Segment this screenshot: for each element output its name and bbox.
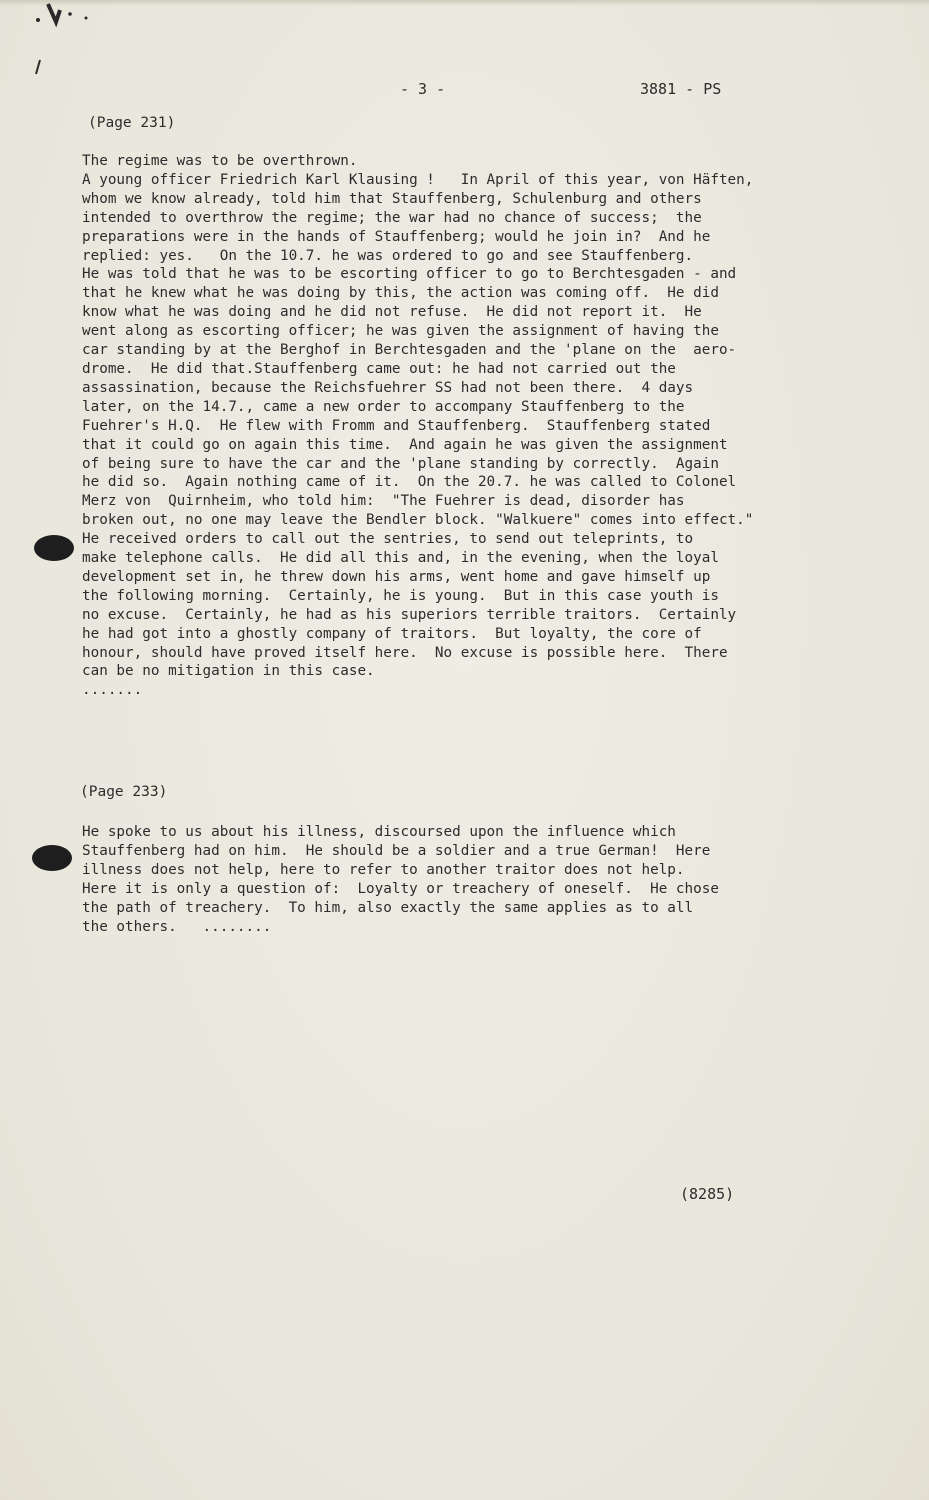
text-line: assassination, because the Reichsfuehrer SS had not been there. 4 days bbox=[82, 379, 694, 396]
page-reference-233: (Page 233) bbox=[80, 784, 168, 800]
text-line: A young officer Friedrich Karl Klausing ! In April of this year, von Häften, bbox=[82, 171, 754, 188]
corner-ink-mark bbox=[0, 0, 110, 90]
text-line: Fuehrer's H.Q. He flew with Fromm and Stauffenberg. Stauffenberg stated bbox=[82, 417, 711, 434]
text-line: the following morning. Certainly, he is young. But in this case youth is bbox=[82, 587, 719, 604]
frame-number: (8285) bbox=[680, 1185, 735, 1203]
text-line: later, on the 14.7., came a new order to accompany Stauffenberg to the bbox=[82, 398, 685, 415]
text-line: of being sure to have the car and the 'plane standing by correctly. Again bbox=[82, 455, 719, 472]
punch-hole-lower bbox=[32, 845, 72, 871]
page-top-edge bbox=[0, 0, 929, 6]
text-line: whom we know already, told him that Stauffenberg, Schulenburg and others bbox=[82, 190, 702, 207]
text-line: ....... bbox=[82, 682, 143, 699]
document-number: 3881 - PS bbox=[640, 80, 722, 98]
text-line: know what he was doing and he did not refuse. He did not report it. He bbox=[82, 304, 702, 321]
text-line: he did so. Again nothing came of it. On the 20.7. he was called to Colonel bbox=[82, 474, 737, 491]
text-line: make telephone calls. He did all this and, in the evening, when the loyal bbox=[82, 550, 719, 567]
text-line: the path of treachery. To him, also exactly the same applies as to all bbox=[82, 899, 694, 916]
text-line: Stauffenberg had on him. He should be a soldier and a true German! Here bbox=[82, 842, 711, 859]
text-line: honour, should have proved itself here. No excuse is possible here. There bbox=[82, 644, 728, 661]
text-line: He spoke to us about his illness, discoursed upon the influence which bbox=[82, 824, 676, 840]
text-line: Merz von Quirnheim, who told him: "The Fuehrer is dead, disorder has bbox=[82, 493, 685, 510]
text-line: illness does not help, here to refer to another traitor does not help. bbox=[82, 861, 685, 878]
text-line: replied: yes. On the 10.7. he was ordered to go and see Stauffenberg. bbox=[82, 247, 694, 264]
page-number: - 3 - bbox=[400, 80, 446, 98]
punch-hole-upper bbox=[34, 535, 74, 561]
section-1-text bbox=[82, 152, 753, 700]
text-line: development set in, he threw down his arms, went home and gave himself up bbox=[82, 568, 711, 585]
text-line: preparations were in the hands of Stauffenberg; would he join in? And he bbox=[82, 228, 711, 245]
text-line: can be no mitigation in this case. bbox=[82, 663, 375, 680]
text-line: he had got into a ghostly company of traitors. But loyalty, the core of bbox=[82, 625, 702, 642]
text-line: no excuse. Certainly, he had as his superiors terrible traitors. Certainly bbox=[82, 606, 737, 623]
text-line: The regime was to be overthrown. bbox=[82, 153, 358, 169]
section-2-text bbox=[82, 823, 719, 936]
text-line: the others. ........ bbox=[82, 918, 272, 935]
text-line: drome. He did that.Stauffenberg came out: he had not carried out the bbox=[82, 360, 676, 377]
text-line: broken out, no one may leave the Bendler block. "Walkuere" comes into effect." bbox=[82, 512, 754, 529]
text-line: went along as escorting officer; he was given the assignment of having the bbox=[82, 323, 719, 340]
text-line: that he knew what he was doing by this, the action was coming off. He did bbox=[82, 285, 719, 302]
page-reference-231: (Page 231) bbox=[88, 115, 176, 131]
text-line: that it could go on again this time. And again he was given the assignment bbox=[82, 436, 728, 453]
text-line: He received orders to call out the sentries, to send out teleprints, to bbox=[82, 531, 694, 548]
text-line: intended to overthrow the regime; the war had no chance of success; the bbox=[82, 209, 702, 226]
text-line: car standing by at the Berghof in Berchtesgaden and the 'plane on the aero- bbox=[82, 342, 737, 359]
text-line: He was told that he was to be escorting officer to go to Berchtesgaden - and bbox=[82, 266, 737, 283]
text-line: Here it is only a question of: Loyalty or treachery of oneself. He chose bbox=[82, 880, 719, 897]
